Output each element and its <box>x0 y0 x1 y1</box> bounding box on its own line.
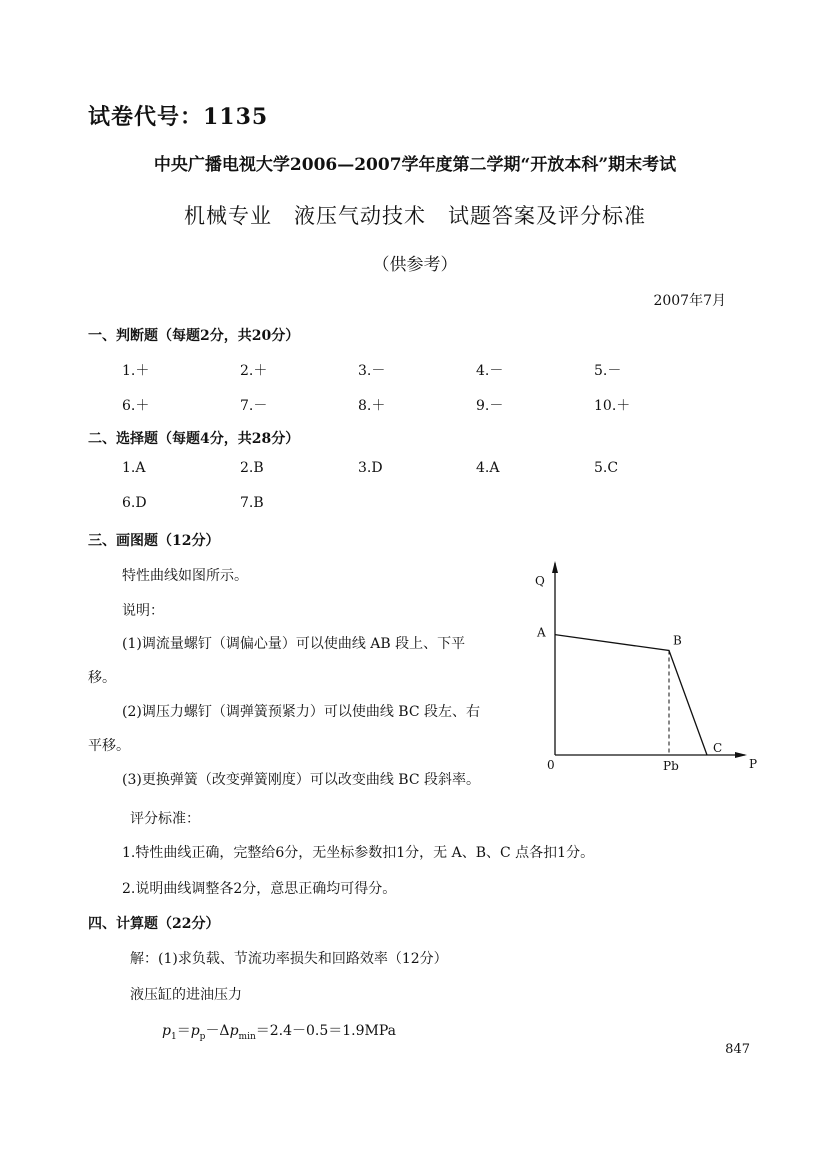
origin-label: 0 <box>547 758 555 772</box>
sec2-answer: 3.D <box>358 460 383 476</box>
formula-result: ＝2.4－0.5＝1.9MPa <box>255 1023 397 1039</box>
sec3-note-1a: (1)调流量螺钉（调偏心量）可以使曲线 AB 段上、下平 <box>122 636 466 652</box>
pressure-formula <box>162 1020 396 1042</box>
sec2-answer: 7.B <box>240 495 264 511</box>
y-axis-label: Q <box>535 574 545 588</box>
y-axis-arrow <box>552 561 558 573</box>
sec1-answer: 8.＋ <box>358 398 386 414</box>
sec1-answer: 1.＋ <box>122 363 150 379</box>
characteristic-curve-chart <box>525 555 775 785</box>
point-label-c: C <box>713 741 723 755</box>
sec1-answer: 9.－ <box>476 398 504 414</box>
sec1-answer: 10.＋ <box>594 398 631 414</box>
reference-note: （供参考） <box>372 255 458 275</box>
sec1-answer: 6.＋ <box>122 398 150 414</box>
section-3-title: 三、画图题（12分） <box>88 533 220 549</box>
sec2-answer: 2.B <box>240 460 264 476</box>
formula-equals: ＝ <box>176 1023 191 1039</box>
exam-title: 中央广播电视大学2006—2007学年度第二学期“开放本科”期末考试 <box>153 155 677 175</box>
solution-step-1: 解：(1)求负载、节流功率损失和回路效率（12分） <box>130 951 448 967</box>
formula-minus-delta: －Δ <box>205 1023 230 1039</box>
sec3-note-2a: (2)调压力螺钉（调弹簧预紧力）可以使曲线 BC 段左、右 <box>122 704 480 720</box>
exam-date: 2007年7月 <box>653 293 726 309</box>
sec1-answer: 2.＋ <box>240 363 268 379</box>
pb-tick-label: Pb <box>663 759 679 773</box>
sec2-answer: 6.D <box>122 495 147 511</box>
x-axis-label: P <box>749 757 758 771</box>
formula-sub-p: p <box>199 1031 206 1042</box>
grading-1: 1.特性曲线正确，完整给6分，无坐标参数扣1分，无 A、B、C 点各扣1分。 <box>122 845 595 861</box>
solution-step-2: 液压缸的进油压力 <box>130 987 242 1003</box>
sec3-intro: 特性曲线如图所示。 <box>122 568 248 584</box>
formula-sub-1: 1 <box>170 1031 177 1042</box>
sec3-note-label: 说明： <box>122 603 164 619</box>
grading-2: 2.说明曲线调整各2分，意思正确均可得分。 <box>122 881 397 897</box>
sec1-answer: 3.－ <box>358 363 386 379</box>
sec3-note-3: (3)更换弹簧（改变弹簧刚度）可以改变曲线 BC 段斜率。 <box>122 772 480 788</box>
formula-pp: p <box>190 1023 200 1039</box>
paper-code: 试卷代号：1135 <box>88 104 269 130</box>
formula-dp: p <box>229 1023 239 1039</box>
sec1-answer: 4.－ <box>476 363 504 379</box>
page-number: 847 <box>725 1042 750 1057</box>
section-2-title: 二、选择题（每题4分，共28分） <box>88 431 300 447</box>
x-axis-arrow <box>735 752 747 758</box>
sec3-note-1b: 移。 <box>88 670 116 686</box>
sec2-answer: 4.A <box>476 460 500 476</box>
point-label-a: A <box>537 625 546 640</box>
section-4-title: 四、计算题（22分） <box>88 916 220 932</box>
formula-sub-min: min <box>238 1031 256 1042</box>
characteristic-curve-line <box>555 635 707 755</box>
sec3-note-2b: 平移。 <box>88 738 130 754</box>
sec2-answer: 1.A <box>122 460 146 476</box>
subject-title: 机械专业 液压气动技术 试题答案及评分标准 <box>184 204 646 228</box>
sec1-answer: 7.－ <box>240 398 268 414</box>
grading-label: 评分标准： <box>130 811 200 827</box>
section-1-title: 一、判断题（每题2分，共20分） <box>88 328 300 344</box>
point-label-b: B <box>673 633 682 648</box>
sec2-answer: 5.C <box>594 460 619 476</box>
sec1-answer: 5.－ <box>594 363 622 379</box>
formula-p1: p <box>162 1023 171 1039</box>
